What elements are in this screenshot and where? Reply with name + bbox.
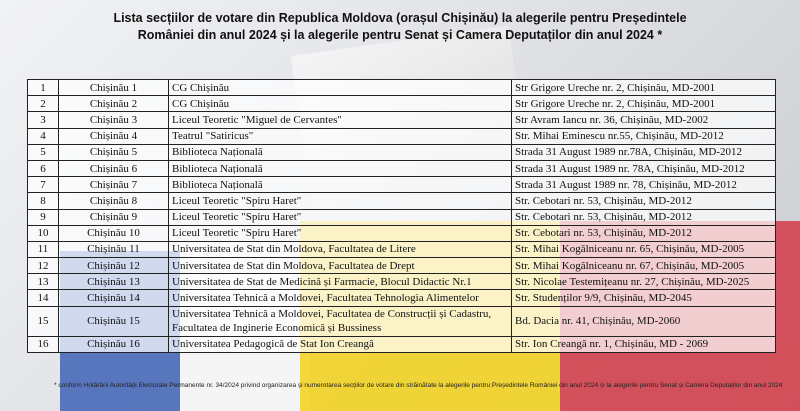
- station-address: Bd. Dacia nr. 41, Chișinău, MD-2060: [512, 306, 776, 336]
- table-row: [28, 225, 776, 241]
- station-name: Chișinău 8: [59, 193, 169, 209]
- polling-stations-table: [27, 79, 776, 353]
- station-address: Str. Mihai Kogălniceanu nr. 67, Chișinău, MD-2005: [512, 258, 776, 274]
- station-name: Chișinău 11: [59, 241, 169, 257]
- station-name: Chișinău 4: [59, 128, 169, 144]
- station-address: Str Grigore Ureche nr. 2, Chișinău, MD-2001: [512, 96, 776, 112]
- station-address: Str Avram Iancu nr. 36, Chișinău, MD-2002: [512, 112, 776, 128]
- row-number: 14: [28, 290, 59, 306]
- station-address: Strada 31 August 1989 nr. 78, Chișinău, MD-2012: [512, 177, 776, 193]
- row-number: 13: [28, 274, 59, 290]
- station-name: Chișinău 10: [59, 225, 169, 241]
- station-name: Chișinău 14: [59, 290, 169, 306]
- station-venue: Universitatea Tehnică a Moldovei, Facultatea de Construcții și Cadastru, Facultatea de Inginerie Economică și Bussiness: [169, 306, 512, 336]
- row-number: 6: [28, 160, 59, 176]
- station-venue: Teatrul "Satiricus": [169, 128, 512, 144]
- row-number: 5: [28, 144, 59, 160]
- station-address: Str. Ion Creangă nr. 1, Chișinău, MD - 2069: [512, 336, 776, 352]
- station-venue: CG Chișinău: [169, 80, 512, 96]
- row-number: 11: [28, 241, 59, 257]
- station-venue: Liceul Teoretic "Spiru Haret": [169, 193, 512, 209]
- table-row: [28, 128, 776, 144]
- table-row: [28, 160, 776, 176]
- row-number: 12: [28, 258, 59, 274]
- station-venue: Liceul Teoretic "Spiru Haret": [169, 225, 512, 241]
- page-title: [0, 10, 800, 44]
- station-name: Chișinău 5: [59, 144, 169, 160]
- row-number: 16: [28, 336, 59, 352]
- title-line-2: României din anul 2024 și la alegerile pentru Senat și Camera Deputaților din anul 2024 *: [137, 28, 663, 42]
- table-row: [28, 306, 776, 336]
- station-venue: Biblioteca Națională: [169, 144, 512, 160]
- station-name: Chișinău 16: [59, 336, 169, 352]
- row-number: 1: [28, 80, 59, 96]
- table-row: [28, 274, 776, 290]
- station-name: Chișinău 3: [59, 112, 169, 128]
- station-venue: Universitatea Tehnică a Moldovei, Facultatea Tehnologia Alimentelor: [169, 290, 512, 306]
- station-name: Chișinău 12: [59, 258, 169, 274]
- station-name: Chișinău 13: [59, 274, 169, 290]
- station-address: Str Grigore Ureche nr. 2, Chișinău, MD-2001: [512, 80, 776, 96]
- row-number: 4: [28, 128, 59, 144]
- station-address: Str. Cebotari nr. 53, Chișinău, MD-2012: [512, 209, 776, 225]
- table-row: [28, 144, 776, 160]
- station-name: Chișinău 2: [59, 96, 169, 112]
- row-number: 2: [28, 96, 59, 112]
- station-venue: Liceul Teoretic "Spiru Haret": [169, 209, 512, 225]
- station-address: Str. Mihai Eminescu nr.55, Chișinău, MD-2012: [512, 128, 776, 144]
- station-venue: Universitatea de Stat de Medicină și Farmacie, Blocul Didactic Nr.1: [169, 274, 512, 290]
- station-name: Chișinău 9: [59, 209, 169, 225]
- row-number: 9: [28, 209, 59, 225]
- station-name: Chișinău 15: [59, 306, 169, 336]
- station-address: Str. Cebotari nr. 53, Chișinău, MD-2012: [512, 193, 776, 209]
- footnote: * conform Hotărârii Autorității Electorale Permanente nr. 34/2024 privind organizarea și numerotarea secțiilor de votare din străinătate la alegerile pentru Președintele României din anul 2024 și la alegerile pentru Senat și Camera Deputaților din anul 2024: [54, 382, 783, 389]
- station-venue: CG Chișinău: [169, 96, 512, 112]
- table-row: [28, 290, 776, 306]
- station-venue: Biblioteca Națională: [169, 160, 512, 176]
- station-venue: Biblioteca Națională: [169, 177, 512, 193]
- table-row: [28, 80, 776, 96]
- station-venue: Universitatea de Stat din Moldova, Facultatea de Drept: [169, 258, 512, 274]
- station-address: Str. Cebotari nr. 53, Chișinău, MD-2012: [512, 225, 776, 241]
- row-number: 3: [28, 112, 59, 128]
- station-name: Chișinău 7: [59, 177, 169, 193]
- table-row: [28, 336, 776, 352]
- row-number: 8: [28, 193, 59, 209]
- station-name: Chișinău 1: [59, 80, 169, 96]
- station-venue: Universitatea de Stat din Moldova, Facultatea de Litere: [169, 241, 512, 257]
- station-address: Strada 31 August 1989 nr. 78A, Chișinău, MD-2012: [512, 160, 776, 176]
- station-venue: Liceul Teoretic "Miguel de Cervantes": [169, 112, 512, 128]
- station-name: Chișinău 6: [59, 160, 169, 176]
- station-address: Str. Nicolae Testemițeanu nr. 27, Chișinău, MD-2025: [512, 274, 776, 290]
- station-venue: Universitatea Pedagogică de Stat Ion Creangă: [169, 336, 512, 352]
- table-row: [28, 193, 776, 209]
- table-row: [28, 258, 776, 274]
- row-number: 10: [28, 225, 59, 241]
- table-row: [28, 209, 776, 225]
- title-line-1: Lista secțiilor de votare din Republica Moldova (orașul Chișinău) la alegerile pentru Președintele: [113, 11, 687, 25]
- station-address: Strada 31 August 1989 nr.78A, Chișinău, MD-2012: [512, 144, 776, 160]
- table-row: [28, 96, 776, 112]
- station-address: Str. Studenților 9/9, Chișinău, MD-2045: [512, 290, 776, 306]
- table-row: [28, 112, 776, 128]
- station-address: Str. Mihai Kogălniceanu nr. 65, Chișinău, MD-2005: [512, 241, 776, 257]
- table-row: [28, 241, 776, 257]
- row-number: 7: [28, 177, 59, 193]
- row-number: 15: [28, 306, 59, 336]
- table-row: [28, 177, 776, 193]
